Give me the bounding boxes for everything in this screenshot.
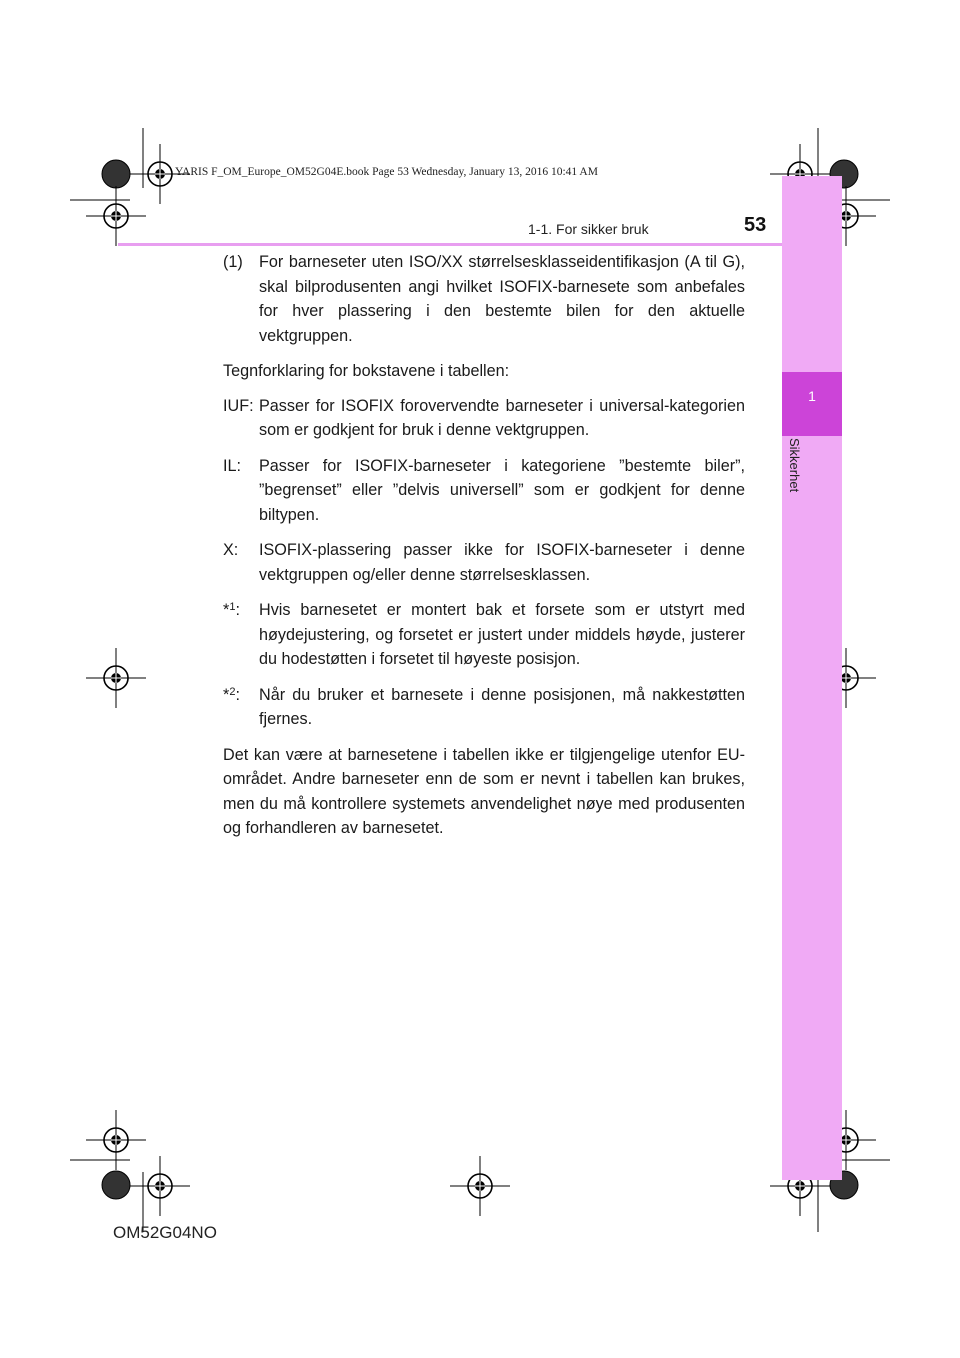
legend-iuf (223, 394, 745, 443)
note-1-text: For barneseter uten ISO/XX størrelsesklasseidentifikasjon (A til G), skal bilprodusenten angi hvilket ISOFIX-barnesete som anbefales for hver plassering i den bestemte bilen for den aktuelle vektgruppen. (259, 253, 745, 345)
note-1-label: (1) (223, 253, 243, 271)
legend-il-text: Passer for ISOFIX-barneseter i kategoriene ”bestemte biler”, ”begrenset” eller ”delvis universell” som er godkjent for denne biltypen. (259, 456, 745, 524)
page-body (223, 250, 745, 852)
footnote-2-marker: *$^2$: (223, 685, 240, 704)
legend-il (223, 454, 745, 528)
manual-code: OM52G04NO (113, 1223, 217, 1242)
legend-x-label: X: (223, 541, 239, 559)
book-info-line: YARIS F_OM_Europe_OM52G04E.book Page 53 Wednesday, January 13, 2016 10:41 AM (175, 166, 598, 178)
side-tab-active-block (782, 372, 842, 436)
legend-iuf-text: Passer for ISOFIX forovervendte barneseter i universal-kategorien som er godkjent for bruk i denne vektgruppen. (259, 396, 745, 439)
footnote-1 (223, 598, 745, 672)
page-number: 53 (744, 214, 767, 236)
footnote-1-text: Hvis barnesetet er montert bak et forsete som er utstyrt med høydejustering, og forsetet er justert under middels høyde, justerer du hodestøtten i forsetet til høyeste posisjon. (259, 601, 745, 668)
legend-il-label: IL: (223, 456, 241, 475)
footnote-1-marker: *$^1$: (223, 601, 240, 619)
note-1 (223, 250, 745, 348)
legend-intro: Tegnforklaring for bokstavene i tabellen: (223, 362, 510, 380)
legend-iuf-label: IUF: (223, 396, 254, 415)
legend-x (223, 538, 745, 587)
legend-x-text: ISOFIX-plassering passer ikke for ISOFIX-barneseter i denne vektgruppen og/eller denne størrelsesklassen. (259, 541, 745, 584)
side-tab-strip (782, 176, 842, 1180)
footnote-2-text: Når du bruker et barnesete i denne posisjonen, må nakkestøtten fjernes. (259, 685, 745, 728)
header-rule (118, 243, 782, 246)
closing-paragraph: Det kan være at barnesetene i tabellen ikke er tilgjengelige utenfor EU-området. Andre barneseter enn de som er nevnt i tabellen kan brukes, men du må kontrollere systemets anvendelighet nøye med produsenten og forhandleren av barnesetet. (223, 745, 745, 837)
side-tab-label: Sikkerhet (787, 438, 802, 493)
side-tab-number: 1 (808, 388, 816, 404)
section-title: 1-1. For sikker bruk (528, 221, 649, 237)
footnote-2 (223, 683, 745, 732)
